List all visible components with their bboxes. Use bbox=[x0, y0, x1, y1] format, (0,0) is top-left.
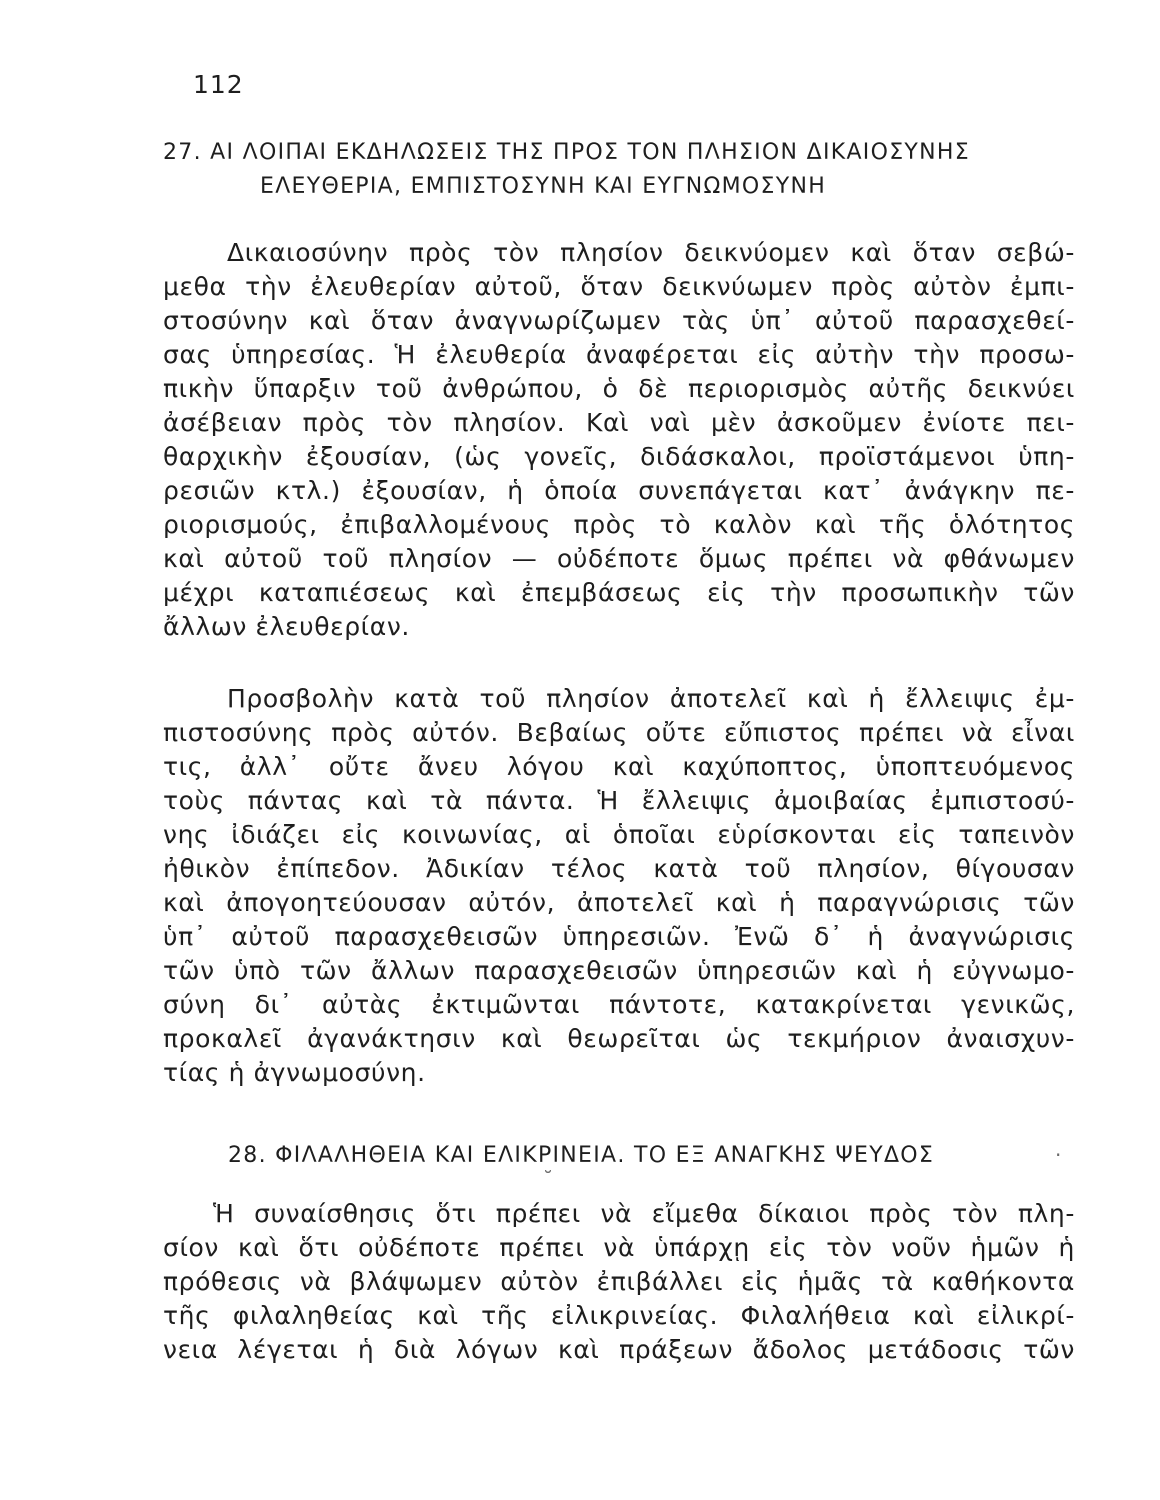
text-line: σίον καὶ ὅτι οὐδέποτε πρέπει νὰ ὑπάρχῃ εἰς τὸν νοῦν ἡμῶν ἡ bbox=[163, 1233, 1075, 1262]
text-line: πρόθεσις νὰ βλάψωμεν αὐτὸν ἐπιβάλλει εἰς ἡμᾶς τὰ καθήκοντα bbox=[163, 1267, 1075, 1296]
stray-breve-mark: ˘ bbox=[543, 1167, 553, 1191]
text-line: πικὴν ὕπαρξιν τοῦ ἀνθρώπου, ὁ δὲ περιορισμὸς αὐτῆς δεικνύει bbox=[163, 374, 1075, 403]
text-line: τῆς φιλαληθείας καὶ τῆς εἰλικρινείας. Φιλαλήθεια καὶ εἰλικρί- bbox=[163, 1301, 1075, 1330]
section-28-heading: 28. ΦΙΛΑΛΗΘΕΙΑ ΚΑΙ ΕΛΙΚΡΙΝΕΙΑ. ΤΟ ΕΞ ΑΝΑΓΚΗΣ ΨΕΥΔΟΣ bbox=[228, 1143, 935, 1168]
text-line: μεθα τὴν ἐλευθερίαν αὐτοῦ, ὅταν δεικνύωμεν πρὸς αὐτὸν ἐμπι- bbox=[163, 272, 1075, 301]
text-line: τῶν ὑπὸ τῶν ἄλλων παρασχεθεισῶν ὑπηρεσιῶν καὶ ἡ εὐγνωμο- bbox=[163, 956, 1075, 985]
text-line: ἀσέβειαν πρὸς τὸν πλησίον. Καὶ ναὶ μὲν ἀσκοῦμεν ἐνίοτε πει- bbox=[163, 408, 1075, 437]
text-line: πιστοσύνης πρὸς αὐτόν. Βεβαίως οὔτε εὔπιστος πρέπει νὰ εἶναι bbox=[163, 718, 1075, 747]
text-line: στοσύνην καὶ ὅταν ἀναγνωρίζωμεν τὰς ὑπ᾽ αὐτοῦ παρασχεθεί- bbox=[163, 306, 1075, 335]
text-line: ρεσιῶν κτλ.) ἐξουσίαν, ἡ ὁποία συνεπάγεται κατ᾽ ἀνάγκην πε- bbox=[163, 476, 1075, 505]
text-line: ἄλλων ἐλευθερίαν. bbox=[163, 612, 410, 641]
section-27-heading-line-1: 27. ΑΙ ΛΟΙΠΑΙ ΕΚΔΗΛΩΣΕΙΣ ΤΗΣ ΠΡΟΣ ΤΟΝ ΠΛΗΣΙΟΝ ΔΙΚΑΙΟΣΥΝΗΣ bbox=[163, 140, 970, 165]
text-line: τις, ἀλλ᾽ οὔτε ἄνευ λόγου καὶ καχύποπτος, ὑποπτευόμενος bbox=[163, 752, 1075, 781]
text-line: νεια λέγεται ἡ διὰ λόγων καὶ πράξεων ἄδολος μετάδοσις τῶν bbox=[163, 1335, 1075, 1364]
text-line: νης ἰδιάζει εἰς κοινωνίας, αἱ ὁποῖαι εὑρίσκονται εἰς ταπεινὸν bbox=[163, 820, 1075, 849]
text-line: Ἡ συναίσθησις ὅτι πρέπει νὰ εἴμεθα δίκαιοι πρὸς τὸν πλη- bbox=[213, 1199, 1075, 1228]
text-line: θαρχικὴν ἐξουσίαν, (ὡς γονεῖς, διδάσκαλοι, προϊστάμενοι ὑπη- bbox=[163, 442, 1075, 471]
section-27-paragraph-1 bbox=[163, 236, 1075, 644]
text-line: σύνη δι᾽ αὐτὰς ἐκτιμῶνται πάντοτε, κατακρίνεται γενικῶς, bbox=[163, 990, 1075, 1019]
section-28-paragraph-1 bbox=[163, 1197, 1075, 1367]
text-line: Προσβολὴν κατὰ τοῦ πλησίον ἀποτελεῖ καὶ ἡ ἔλλειψις ἐμ- bbox=[227, 684, 1075, 713]
text-line: προκαλεῖ ἀγανάκτησιν καὶ θεωρεῖται ὡς τεκμήριον ἀναισχυν- bbox=[163, 1024, 1075, 1053]
text-line: τοὺς πάντας καὶ τὰ πάντα. Ἡ ἔλλειψις ἀμοιβαίας ἐμπιστοσύ- bbox=[163, 786, 1075, 815]
text-line: καὶ ἀπογοητεύουσαν αὐτόν, ἀποτελεῖ καὶ ἡ παραγνώρισις τῶν bbox=[163, 888, 1075, 917]
text-line: ὑπ᾽ αὐτοῦ παρασχεθεισῶν ὑπηρεσιῶν. Ἐνῶ δ᾽ ἡ ἀναγνώρισις bbox=[163, 922, 1075, 951]
text-line: τίας ἡ ἀγνωμοσύνη. bbox=[163, 1058, 426, 1087]
text-line: ριορισμούς, ἐπιβαλλομένους πρὸς τὸ καλὸν καὶ τῆς ὁλότητος bbox=[163, 510, 1075, 539]
text-line: καὶ αὐτοῦ τοῦ πλησίον — οὐδέποτε ὅμως πρέπει νὰ φθάνωμεν bbox=[163, 544, 1075, 573]
section-27-heading-line-2: ΕΛΕΥΘΕΡΙΑ, ΕΜΠΙΣΤΟΣΥΝΗ ΚΑΙ ΕΥΓΝΩΜΟΣΥΝΗ bbox=[260, 174, 827, 199]
text-line: σας ὑπηρεσίας. Ἡ ἐλευθερία ἀναφέρεται εἰς αὐτὴν τὴν προσω- bbox=[163, 340, 1075, 369]
stray-dot-mark: · bbox=[1055, 1143, 1062, 1167]
text-line: ἠθικὸν ἐπίπεδον. Ἀδικίαν τέλος κατὰ τοῦ πλησίον, θίγουσαν bbox=[163, 854, 1075, 883]
page-number: 112 bbox=[193, 70, 244, 99]
text-line: μέχρι καταπιέσεως καὶ ἐπεμβάσεως εἰς τὴν προσωπικὴν τῶν bbox=[163, 578, 1075, 607]
section-27-paragraph-2 bbox=[163, 682, 1075, 1090]
text-line: Δικαιοσύνην πρὸς τὸν πλησίον δεικνύομεν καὶ ὅταν σεβώ- bbox=[227, 238, 1075, 267]
